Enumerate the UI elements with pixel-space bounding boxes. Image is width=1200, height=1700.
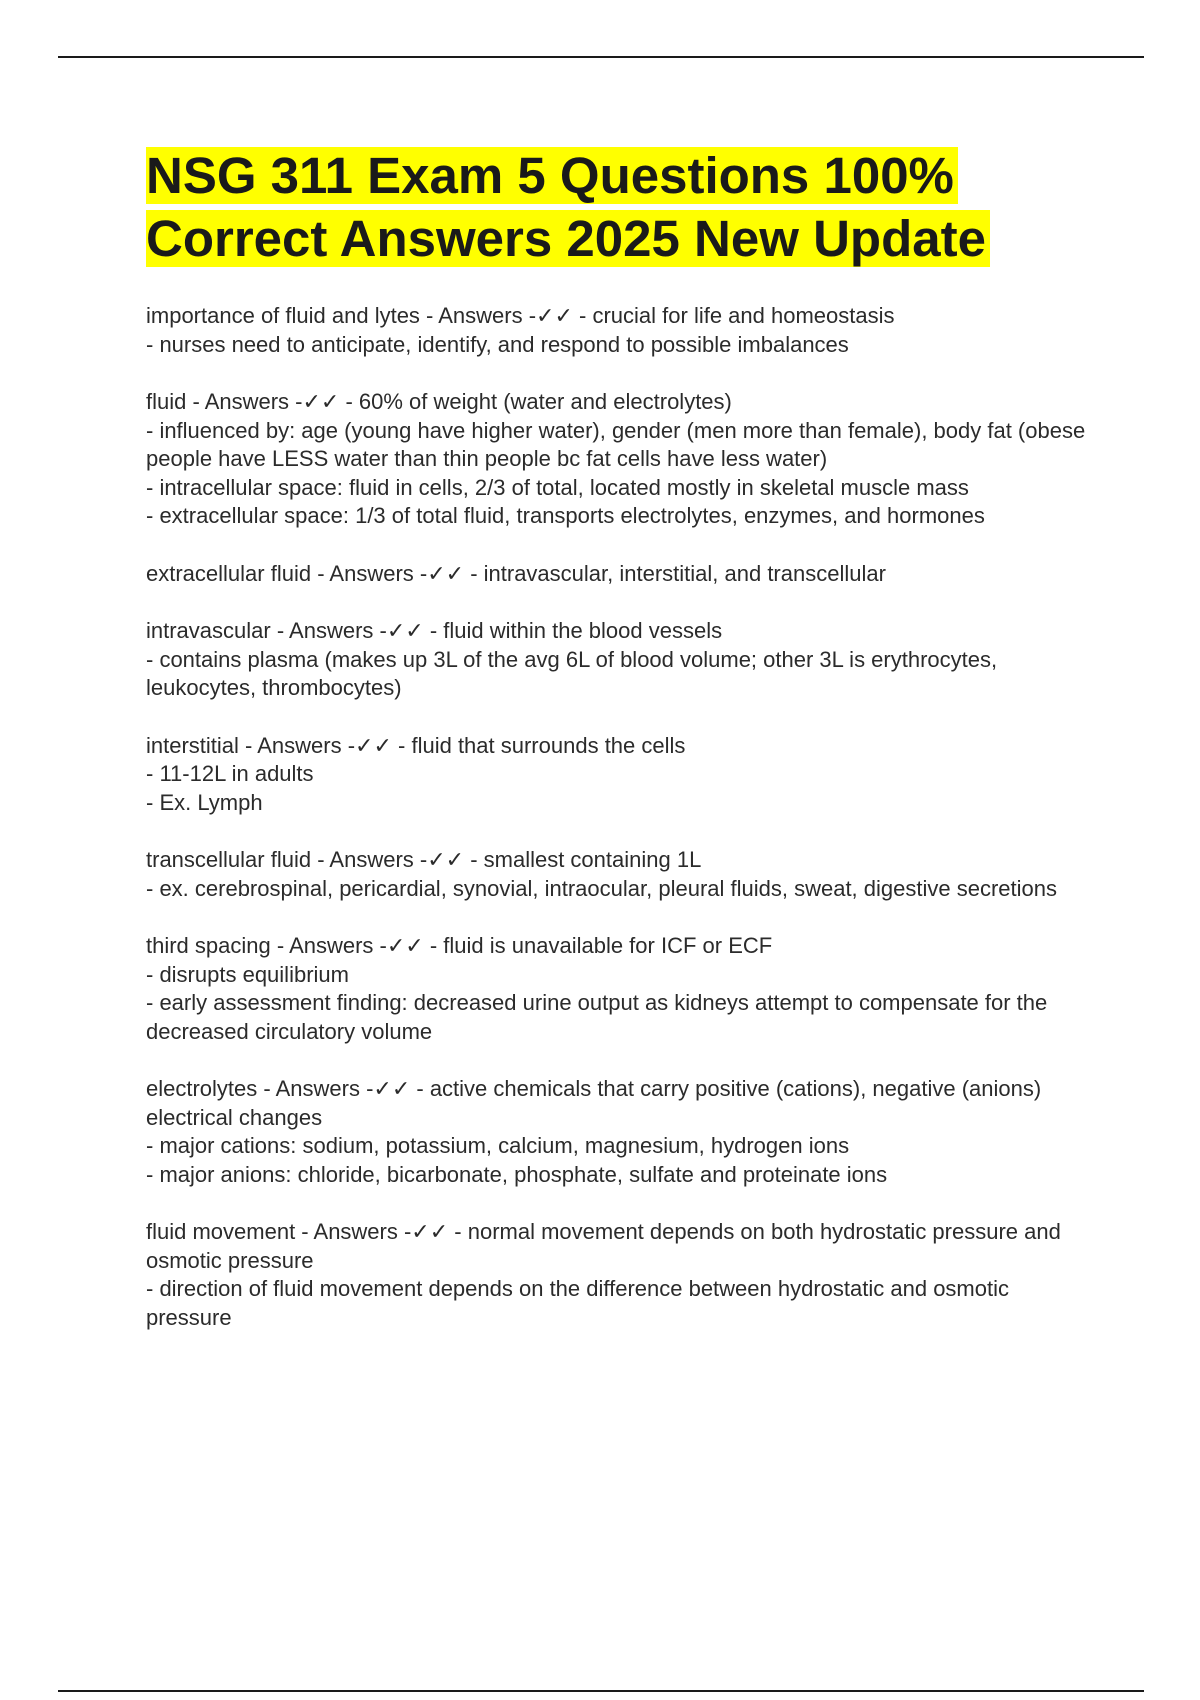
- entry-line: transcellular fluid - Answers -✓✓ - smallest containing 1L: [146, 847, 702, 872]
- qa-entry-intravascular: [146, 617, 1092, 703]
- entry-line: fluid - Answers -✓✓ - 60% of weight (water and electrolytes): [146, 389, 732, 414]
- entry-line: intravascular - Answers -✓✓ - fluid within the blood vessels: [146, 618, 723, 643]
- entry-line: - Ex. Lymph: [146, 789, 263, 815]
- qa-entry-transcellular-fluid: [146, 846, 1092, 903]
- entry-line: - nurses need to anticipate, identify, and respond to possible imbalances: [146, 331, 849, 357]
- entry-line: - ex. cerebrospinal, pericardial, synovial, intraocular, pleural fluids, sweat, digestive secretions: [146, 875, 1057, 901]
- entry-line: importance of fluid and lytes - Answers -✓✓ - crucial for life and homeostasis: [146, 303, 895, 328]
- entry-line: - 11-12L in adults: [146, 761, 314, 786]
- entry-line: - influenced by: age (young have higher water), gender (men more than female), body fat (obese people have LESS water than thin people bc fat cells have less water): [146, 417, 1086, 471]
- entry-line: - intracellular space: fluid in cells, 2/3 of total, located mostly in skeletal muscle mass: [146, 474, 969, 500]
- entry-line: - disrupts equilibrium: [146, 961, 349, 987]
- qa-entry-third-spacing: [146, 932, 1092, 1046]
- qa-entry-interstitial: [146, 732, 1092, 818]
- entry-line: - early assessment finding: decreased urine output as kidneys attempt to compensate for the decreased circulatory volume: [146, 990, 1048, 1044]
- entry-line: extracellular fluid - Answers -✓✓ - intravascular, interstitial, and transcellular: [146, 560, 886, 586]
- entry-line: - extracellular space: 1/3 of total fluid, transports electrolytes, enzymes, and hormones: [146, 503, 985, 528]
- entry-line: fluid movement - Answers -✓✓ - normal movement depends on both hydrostatic pressure and osmotic pressure: [146, 1219, 1061, 1273]
- header-rule: [58, 56, 1144, 58]
- qa-entry-importance-of-fluid: [146, 302, 1092, 359]
- highlighted-title-text: NSG 311 Exam 5 Questions 100% Correct Answers 2025 New Update: [146, 147, 990, 267]
- entry-line: third spacing - Answers -✓✓ - fluid is unavailable for ICF or ECF: [146, 933, 773, 958]
- entry-line: - contains plasma (makes up 3L of the avg 6L of blood volume; other 3L is erythrocytes, leukocytes, thrombocytes): [146, 646, 998, 700]
- document-title: [146, 144, 1092, 270]
- entry-line: - direction of fluid movement depends on the difference between hydrostatic and osmotic pressure: [146, 1276, 1009, 1330]
- entry-line: - major cations: sodium, potassium, calcium, magnesium, hydrogen ions: [146, 1133, 850, 1158]
- qa-entry-fluid-movement: [146, 1218, 1092, 1332]
- qa-entry-extracellular-fluid: [146, 560, 1092, 589]
- entry-line: electrolytes - Answers -✓✓ - active chemicals that carry positive (cations), negative (anions) electrical changes: [146, 1076, 1042, 1130]
- qa-entry-fluid: [146, 388, 1092, 531]
- footer-rule: [58, 1690, 1144, 1692]
- entry-line: interstitial - Answers -✓✓ - fluid that surrounds the cells: [146, 732, 686, 758]
- entry-line: - major anions: chloride, bicarbonate, phosphate, sulfate and proteinate ions: [146, 1161, 888, 1187]
- document-body: [146, 144, 1092, 1361]
- qa-entry-electrolytes: [146, 1075, 1092, 1189]
